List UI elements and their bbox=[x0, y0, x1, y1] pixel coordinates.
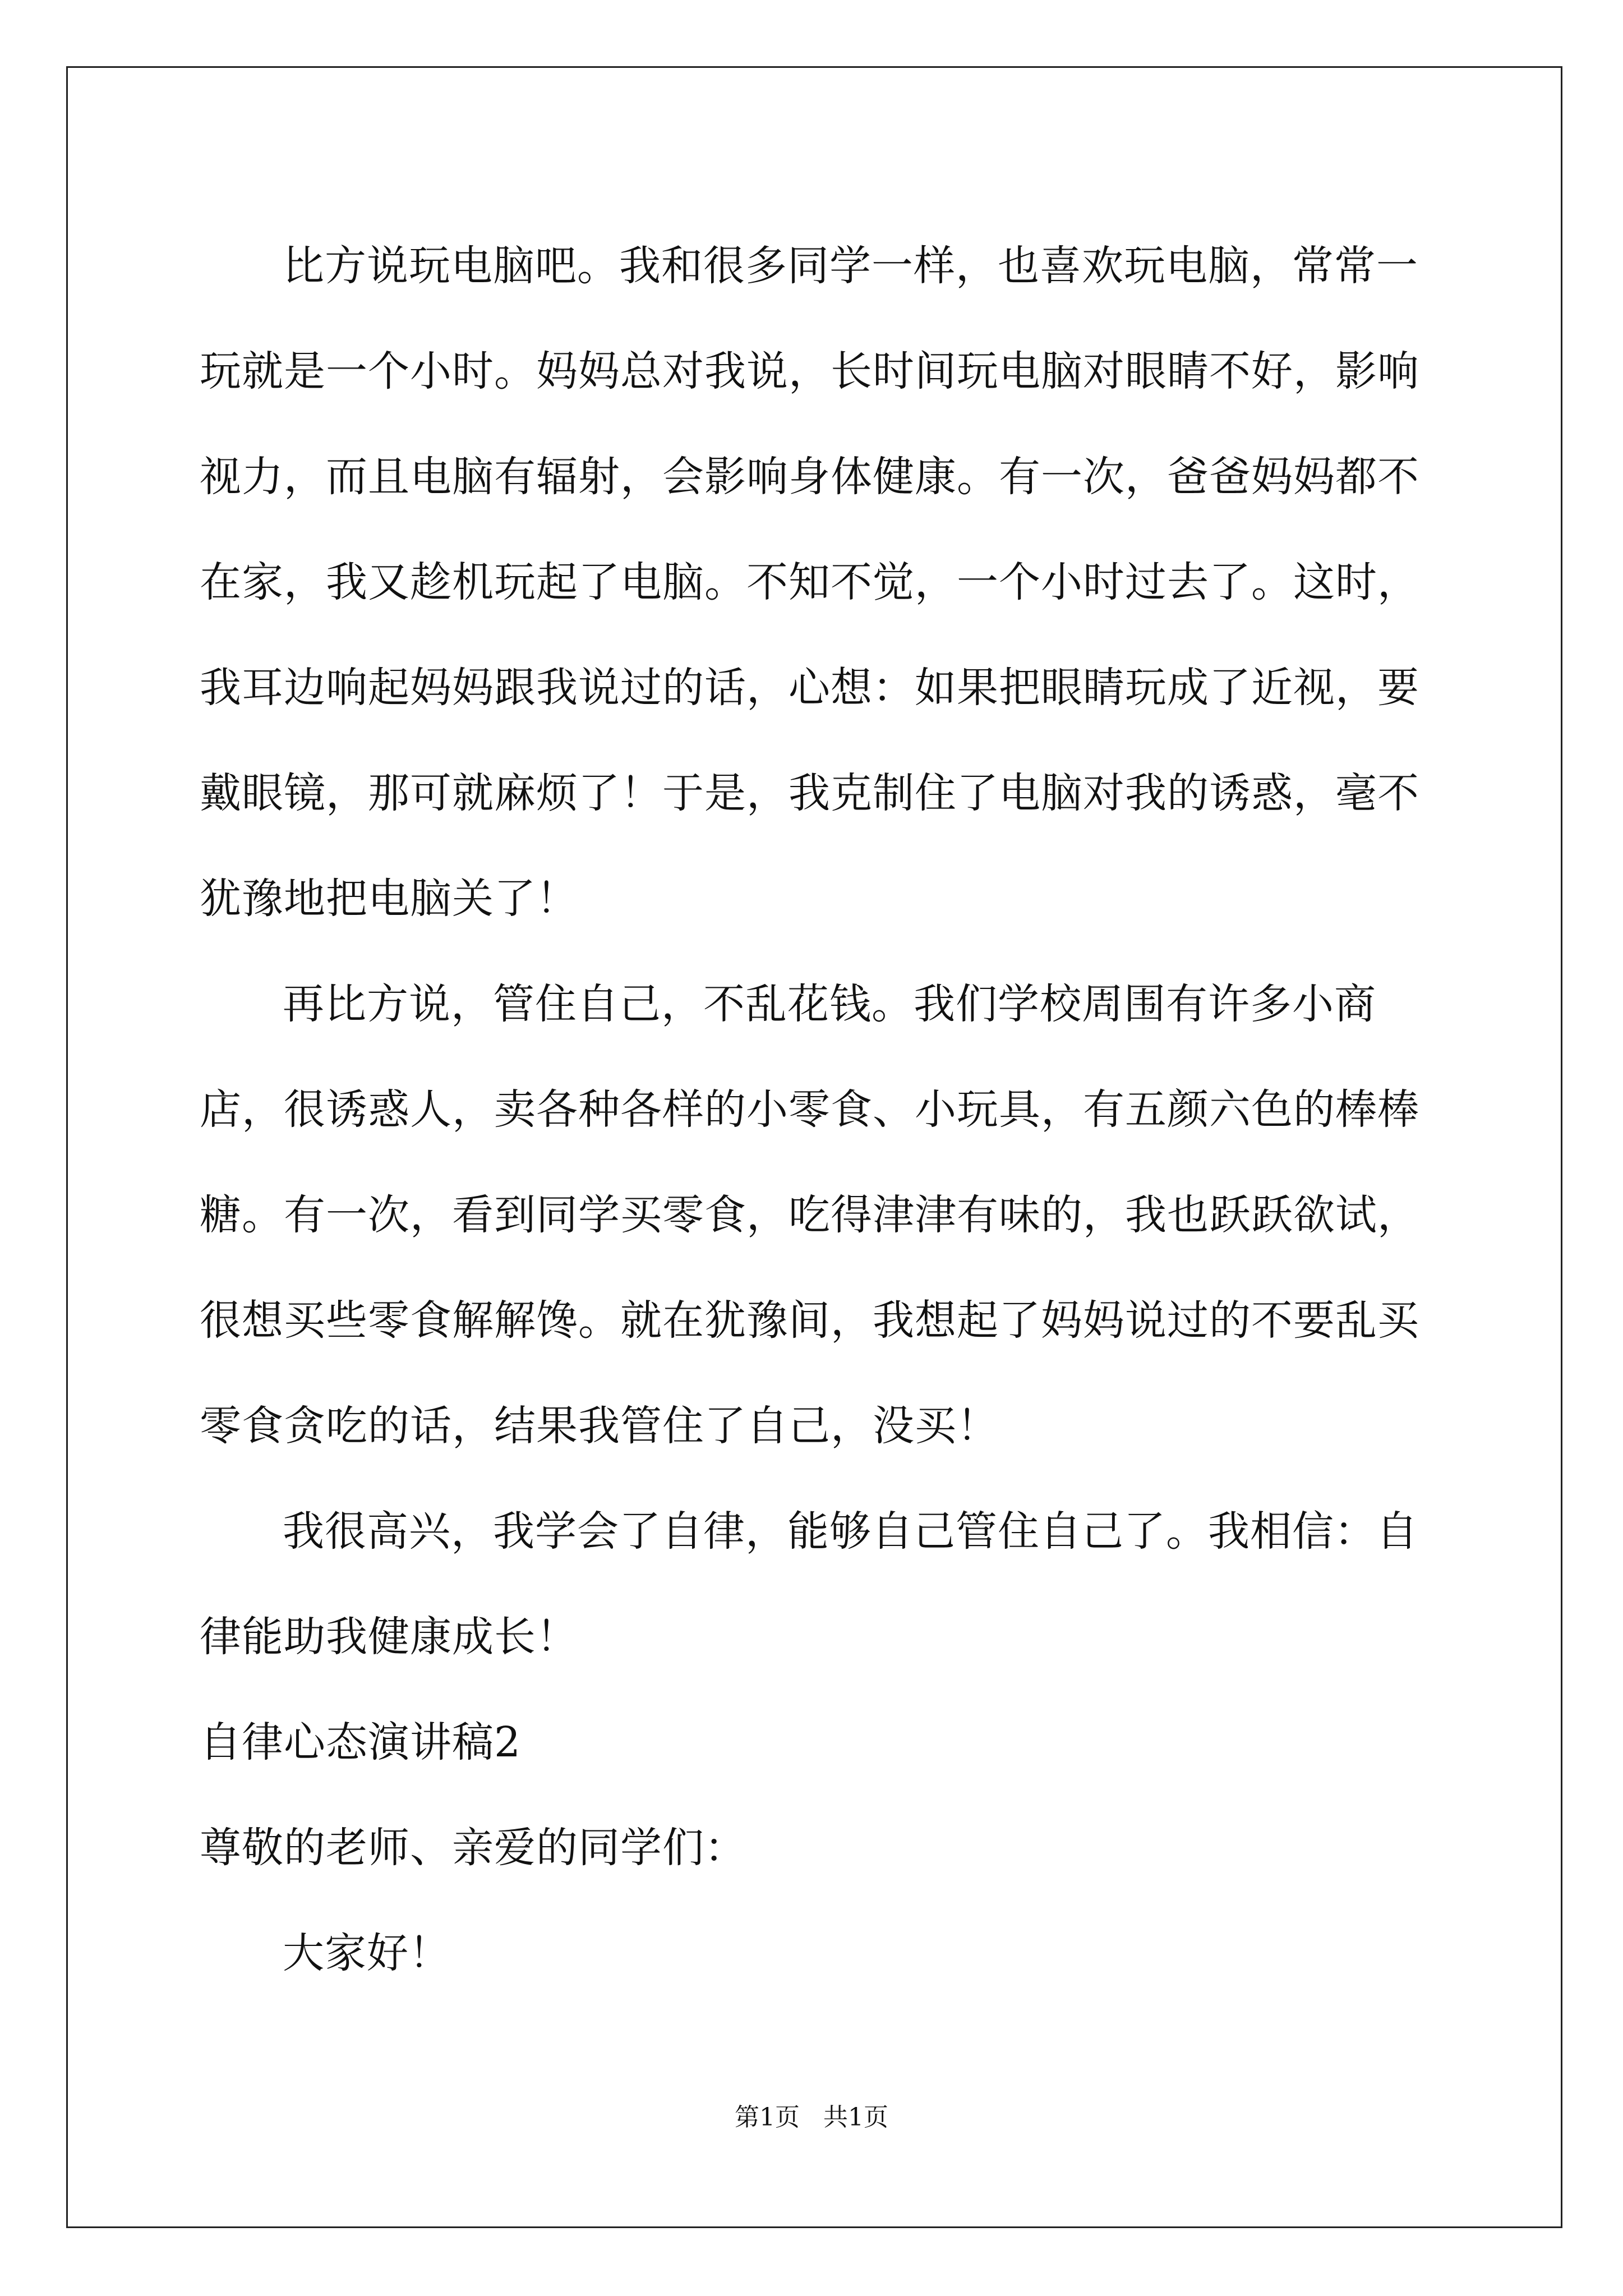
speech-title: 自律心态演讲稿2 bbox=[200, 1718, 522, 1766]
salutation: 尊敬的老师、亲爱的同学们： bbox=[200, 1824, 746, 1872]
paragraph-spending: 再比方说，管住自己，不乱花钱。我们学校周围有许多小商店，很诱惑人，卖各种各样的小零食、小玩具，有五颜六色的棒棒糖。有一次，看到同学买零食，吃得津津有味的，我也跃跃欲试，很想买些零食解解馋。就在犹豫间，我想起了妈妈说过的不要乱买零食贪吃的话，结果我管住了自己，没买！ bbox=[200, 980, 1419, 1450]
page-footer: 第1页 共1页 bbox=[735, 2103, 888, 2132]
paragraph-computer: 比方说玩电脑吧。我和很多同学一样，也喜欢玩电脑，常常一玩就是一个小时。妈妈总对我说，长时间玩电脑对眼睛不好，影响视力，而且电脑有辐射，会影响身体健康。有一次，爸爸妈妈都不在家，我又趁机玩起了电脑。不知不觉，一个小时过去了。这时，我耳边响起妈妈跟我说过的话，心想：如果把眼睛玩成了近视，要戴眼镜，那可就麻烦了！于是，我克制住了电脑对我的诱惑，毫不犹豫地把电脑关了！ bbox=[200, 242, 1419, 923]
paragraph-conclusion: 我很高兴，我学会了自律，能够自己管住自己了。我相信：自律能助我健康成长！ bbox=[200, 1507, 1418, 1661]
greeting: 大家好！ bbox=[283, 1929, 451, 1977]
document-body bbox=[200, 213, 1439, 2006]
